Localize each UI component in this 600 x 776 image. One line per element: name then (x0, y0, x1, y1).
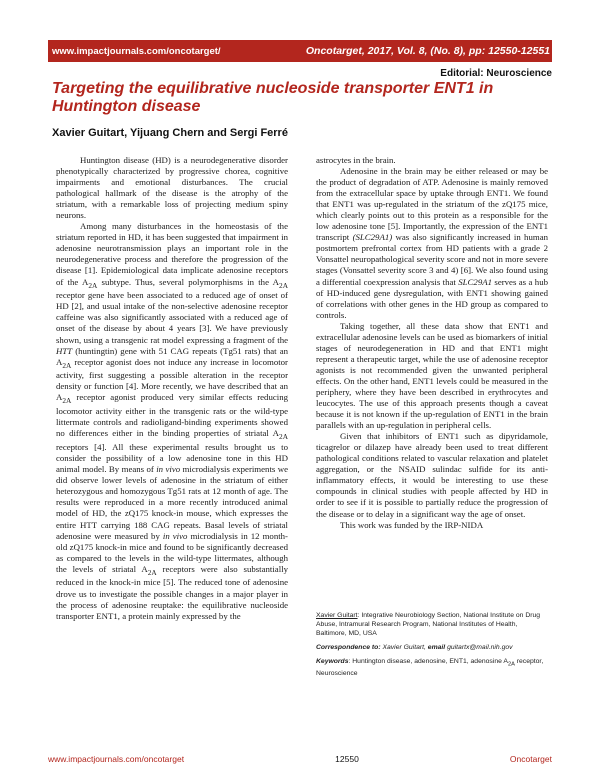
affiliation: Xavier Guitart: Integrative Neurobiology Section, National Institute on Drug Abuse, Intramural Research Program, National Institutes of Health, Baltimore, MD, USA (316, 612, 541, 637)
author-list: Xavier Guitart, Yijuang Chern and Sergi Ferré (52, 127, 288, 139)
header-citation: Oncotarget, 2017, Vol. 8, (No. 8), pp: 12550-12551 (305, 45, 550, 57)
funding-statement: This work was funded by the IRP-NIDA (340, 519, 484, 530)
article-title: Targeting the equilibrative nucleoside transporter ENT1 in Huntington disease (52, 80, 494, 115)
footer-journal: Oncotarget (509, 754, 552, 764)
page-number: 12550 (335, 754, 359, 764)
keywords: Keywords: Huntington disease, adenosine, ENT1, adenosine $A_{2A}$ receptor, Neuroscience (316, 658, 544, 678)
section-tag: Editorial: Neuroscience (440, 68, 552, 79)
footer-url[interactable]: www.impactjournals.com/oncotarget (48, 754, 185, 764)
right-column (316, 155, 548, 531)
paragraph: Taking together, all these data show that ENT1 and extracellular adenosine levels can be used as biomarkers of initial stages of neurodegeneration in HD and that ENT1 might represent a therapeutic target, while the use of adenosine receptor agonists is not recommended given the unwanted peripheral effects. On the other hand, ENT1 levels could be measured in the periphery, where they have been described in erythrocytes and leucocytes. The use of this approach presents though a caveat because it is not known if the up-regulation of ENT1 in the brain parallels with an up-regulation in peripheral cells. (316, 320, 548, 431)
paragraph: Huntington disease (HD) is a neurodegenerative disorder phenotypically characterized by progressive chorea, cognitive impairments and emotional disturbances. The crucial pathological hallmark of the disease is the atrophy of the striatum, with a remarkable loss of projecting medium spiny neurons. (56, 155, 288, 221)
paragraph: Adenosine in the brain may be either released or may be the product of degradation of ATP. Adenosine is mainly removed from the extracellular space by uptake through ENT1. We found that ENT1 was up-regulated in the striatum of the zQ175 mice, which clearly points out to this protein as a responsible for the low adenosine tone [5]. Importantly, the expression of the ENT1 transcript (SLC29A1) was also significantly increased in human postmortem prefrontal cortex from HD patients with a grade 2 Vonsattel neuropathological severity score and not in more severe stages (Vonsattel severity score 3 and 4) [6]. We also found using a differential coexpression analysis that SLC29A1 serves as a hub of HD-induced gene dysregulation, with ENT1 showing gained of correlations with other genes in the HD group as compared to controls. (316, 166, 548, 320)
email-link[interactable]: guitartx@mail.nih.gov (445, 644, 513, 651)
affiliation-block (316, 611, 548, 683)
header-bar (48, 40, 552, 62)
paragraph: Among many disturbances in the homeostasis of the striatum reported in HD, it has been suggested that impairment in adenosine neurotransmission plays an important role in the neurodegenerative process and therefore the progression of the disease [1]. Epidemiological data implicate adenosine receptors of the $A_{2A}$ subtype. Thus, several polymorphisms in the $A_{2A}$ receptor gene have been associated to a reduced age of onset of HD [2], and usual intake of the non-selective adenosine receptor caffeine was also significantly associated with a reduced age of onset of the disease by about 4 years [3]. We have previously shown, using a transgenic rat model expressing a fragment of the HTT (huntingtin) gene with 51 CAG repeats (Tg51 rats) that an $A_{2A}$ receptor agonist does not induce any increase in locomotor activity, first suggesting a possible alteration in the receptor density or function [4]. More recently, we have described that an $A_{2A}$ receptor agonist produced very similar effects reducing locomotor activity either in the transgenic rats or the wild-type littermate controls and radioligand-binding experiments showed no differences either in the binding properties of striatal $A_{2A}$ receptors [4]. All these experimental results brought us to consider the possibility of a low adenosine tone in this HD animal model. By means of in vivo microdialysis experiments we did observe lower levels of adenosine in the striatum of either heterozygous and homozygous Tg51 rats at 12 month of age. The results were reproduced in a more recently introduced animal model of HD, the zQ175 knock-in mouse, which expresses the entire HTT carrying 188 CAG repeats. Basal levels of striatal adenosine were measured by in vivo microdialysis in 12 month-old zQ175 knock-in mice and found to be significantly decreased as compared to the levels in the wild-type littermates, although the levels of striatal $A_{2A}$ receptors were also substantially reduced in the knock-in mice [5]. The reduced tone of adenosine drove us to investigate the possible changes in a major player in the process of adenosine reuptake: the equilibrative nucleoside transporter ENT1, a protein mainly expressed by the (56, 221, 289, 621)
paragraph: Given that inhibitors of ENT1 such as dipyridamole, ticagrelor or dilazep have already been used to treat different pathological conditions related to vascular relaxation and platelet aggregation, or the NSAID sulindac sulfide for its anti-inflammatory effects, it would be interesting to use these compounds in clinical studies with people affected by HD in order to see if it is possible to partially reduce the progression of the disease or to delay in a significant way the age of onset. (316, 431, 548, 519)
paragraph: astrocytes in the brain. (316, 155, 396, 165)
correspondence: Correspondence to: Xavier Guitart, email guitartx@mail.nih.gov (316, 644, 513, 651)
left-column (56, 155, 288, 622)
page-footer (48, 754, 552, 764)
header-url[interactable]: www.impactjournals.com/oncotarget/ (52, 45, 221, 57)
